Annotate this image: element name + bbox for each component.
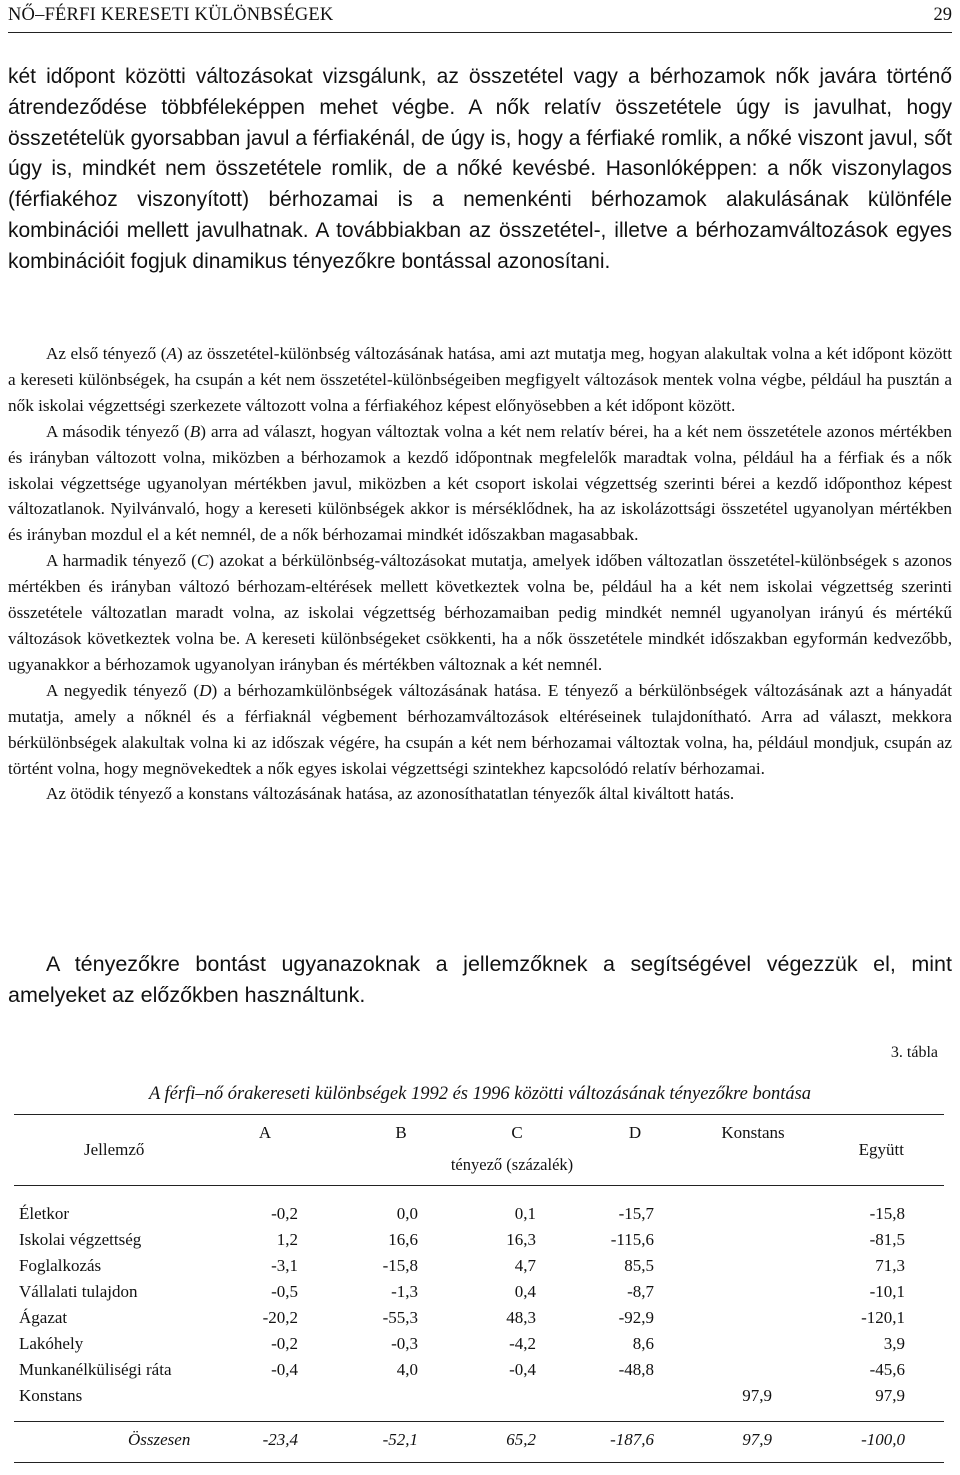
cell-egyutt: -100,0 xyxy=(861,1430,905,1449)
header-bottom-rule xyxy=(14,1185,944,1186)
cell-egyutt: -10,1 xyxy=(869,1282,905,1301)
factor-a-paragraph: Az első tényező (A) az összetétel-különbség változásának hatása, ami azt mutatja meg, hogyan alakultak volna a két időpont között a kereseti különbségek, ha csupán a két nem összetétel-különbségeiben megfigyelt változások mentek volna végbe, például ha pusztán a nők iskolai végzettségi szerkezete változott volna a férfiakéhoz képest előnyösebben a két időpont között. xyxy=(8,344,952,415)
cell-d: -8,7 xyxy=(627,1282,654,1301)
row-label: Összesen xyxy=(128,1430,191,1449)
table-row xyxy=(0,1308,960,1334)
factor-d-paragraph: A negyedik tényező (D) a bérhozamkülönbségek változásának hatása. E tényező a bérkülönbségek változásának azt a hányadát mutatja, amely a nőknél és a férfiaknál végbement bérhozamváltozások eltéréseinek tulajdonítható. Arra ad választ, mekkora bérkülönbségek alakultak volna ki az időszak végére, ha csupán a két nem bérhozamai változtak volna, ha, például mondjuk, csupán az történt volna, hogy megnövekedtek a nők egyes iskolai végzettségi szintekhez kapcsolódó relatív bérhozamai. xyxy=(8,680,952,778)
column-header-jellemzo: Jellemző xyxy=(84,1140,145,1159)
cell-b: 4,0 xyxy=(396,1360,418,1379)
cell-egyutt: -45,6 xyxy=(869,1360,905,1379)
row-label: Iskolai végzettség xyxy=(19,1230,142,1249)
column-header-egyutt: Együtt xyxy=(858,1140,904,1159)
column-header-c: C xyxy=(511,1123,523,1142)
cell-b: -15,8 xyxy=(382,1256,418,1275)
factor-letter: C xyxy=(196,551,209,571)
running-header xyxy=(8,2,952,33)
row-label: Konstans xyxy=(19,1386,83,1405)
cell-c: -0,4 xyxy=(509,1360,536,1379)
cell-d: -48,8 xyxy=(618,1360,654,1379)
table-number: 3. tábla xyxy=(890,1044,938,1061)
cell-konstans: 97,9 xyxy=(742,1386,772,1405)
cell-egyutt: -120,1 xyxy=(861,1308,905,1327)
cell-a: -20,2 xyxy=(262,1308,298,1327)
cell-b: -52,1 xyxy=(382,1430,418,1449)
cell-egyutt: 3,9 xyxy=(883,1334,905,1353)
table-caption: A férfi–nő órakereseti különbségek 1992 és 1996 közötti változásának tényezőkre bontása xyxy=(148,1084,812,1104)
column-header-a: A xyxy=(258,1123,272,1142)
row-label: Munkanélküliségi ráta xyxy=(19,1360,172,1379)
factor-letter: B xyxy=(189,421,201,441)
row-label: Foglalkozás xyxy=(19,1256,102,1275)
row-label: Vállalati tulajdon xyxy=(19,1282,138,1301)
table-row xyxy=(0,1386,960,1412)
cell-b: -1,3 xyxy=(391,1282,418,1301)
column-header-d: D xyxy=(628,1123,642,1142)
factor-letter: A xyxy=(166,344,177,363)
cell-c: 16,3 xyxy=(506,1230,536,1249)
column-subheader: tényező (százalék) xyxy=(450,1155,574,1174)
table-total-row xyxy=(0,1430,960,1456)
cell-a: -23,4 xyxy=(262,1430,298,1449)
cell-a: -3,1 xyxy=(271,1256,298,1275)
cell-egyutt: -15,8 xyxy=(869,1204,905,1223)
column-header-konstans: Konstans xyxy=(721,1123,785,1142)
column-header-b: B xyxy=(395,1123,407,1142)
table-row xyxy=(0,1230,960,1256)
running-header-title: NŐ–FÉRFI KERESETI KÜLÖNBSÉGEK xyxy=(8,5,334,25)
table-row xyxy=(0,1282,960,1308)
factor-b-paragraph: A második tényező (B) arra ad választ, hogyan változtak volna a két nem relatív bérei, ha a két nem összetétele azonos mértékben és irányban változott volna, miközben a bérhozamok a kezdő időpontnak megfelelők maradtak volna, például ha a férfiak és a nők iskolai végzettsége ugyanolyan mértékben javul, miközben a két csoport iskolai végzettség szerinti bérei a kezdő időponthoz képest változatlanok. Nyilvánvaló, hogy a kereseti különbségek akkor is mérséklődnek, ha az iskolázottsági összetétel ugyanolyan mértékben és irányban mozdul el a két nemnél, de a nők bérhozamai mindkét időszakban magasabbak. xyxy=(8,421,952,545)
table-row xyxy=(0,1256,960,1282)
cell-c: 4,7 xyxy=(514,1256,536,1275)
cell-a: -0,5 xyxy=(271,1282,298,1301)
table-bottom-rule xyxy=(14,1462,944,1463)
factor-letter: D xyxy=(199,680,212,700)
cell-d: 85,5 xyxy=(624,1256,654,1275)
page-number: 29 xyxy=(933,5,952,25)
cell-c: -4,2 xyxy=(509,1334,536,1353)
cell-egyutt: 71,3 xyxy=(875,1256,905,1275)
factor-c-paragraph: A harmadik tényező (C) azokat a bérkülönbség-változásokat mutatja, amelyek időben változatlan összetétel-különbségek s azonos mértékben és irányban változó bérhozam-eltérések mellett következtek volna be, például ha a két nem iskolai végzettség szerinti összetétele változatlan maradt volna, az iskolai végzettség bérhozamaiban pedig mindkét nemnél ugyanolyan irányú és mértékű változások következtek volna be. A kereseti különbségeket csökkenti, ha a nők összetétele mindkét időszakban egyformán kedvezőbb, ugyanakkor a bérhozamok ugyanolyan irányban és mértékben változnak a két nemnél. xyxy=(8,551,952,674)
cell-c: 65,2 xyxy=(506,1430,536,1449)
cell-d: -15,7 xyxy=(618,1204,654,1223)
cell-c: 0,1 xyxy=(514,1204,536,1223)
cell-egyutt: -81,5 xyxy=(869,1230,905,1249)
cell-d: -92,9 xyxy=(618,1308,654,1327)
cell-a: -0,2 xyxy=(271,1334,298,1353)
cell-konstans: 97,9 xyxy=(742,1430,772,1449)
cell-a: 1,2 xyxy=(276,1230,298,1249)
cell-c: 0,4 xyxy=(514,1282,536,1301)
cell-b: -55,3 xyxy=(382,1308,418,1327)
table-row xyxy=(0,1204,960,1230)
cell-a: -0,4 xyxy=(271,1360,298,1379)
table-row xyxy=(0,1334,960,1360)
cell-a: -0,2 xyxy=(271,1204,298,1223)
summary-paragraph: A tényezőkre bontást ugyanazoknak a jellemzőknek a segítségével végezzük el, mint amelyeket az előzőkben használtunk. xyxy=(8,952,952,1007)
cell-d: -187,6 xyxy=(610,1430,654,1449)
cell-c: 48,3 xyxy=(506,1308,536,1327)
factor-constant-paragraph: Az ötödik tényező a konstans változásának hatása, az azonosíthatatlan tényezők által kiváltott hatás. xyxy=(46,784,735,804)
cell-d: -115,6 xyxy=(610,1230,654,1249)
cell-egyutt: 97,9 xyxy=(875,1386,905,1405)
intro-paragraph: két időpont közötti változásokat vizsgálunk, az összetétel vagy a bérhozamok nők javára történő átrendeződése többféleképpen mehet végbe. A nők relatív összetétele úgy is javulhat, hogy összetételük gyorsabban javul a férfiakénál, de úgy is, hogy a férfiaké romlik, a nőké viszont javul, sőt úgy is, mindkét nem összetétele romlik, de a nőké kevésbé. Hasonlóképpen: a nők viszonylagos (férfiakéhoz viszonyított) bérhozamai is a nemenkénti bérhozamok alakulásának különféle kombinációi mellett javulhatnak. A továbbiakban az összetétel-, illetve a bérhozamváltozások egyes kombinációit fogjuk dinamikus tényezőkre bontással azonosítani. xyxy=(8,65,952,273)
row-label: Lakóhely xyxy=(19,1334,84,1353)
total-separator-rule xyxy=(14,1421,944,1422)
cell-d: 8,6 xyxy=(632,1334,654,1353)
table-top-rule xyxy=(14,1114,944,1115)
table-row xyxy=(0,1360,960,1386)
factor-descriptions xyxy=(8,341,952,807)
cell-b: -0,3 xyxy=(391,1334,418,1353)
cell-b: 0,0 xyxy=(396,1204,418,1223)
row-label: Ágazat xyxy=(19,1308,68,1327)
row-label: Életkor xyxy=(19,1204,70,1223)
cell-b: 16,6 xyxy=(388,1230,418,1249)
